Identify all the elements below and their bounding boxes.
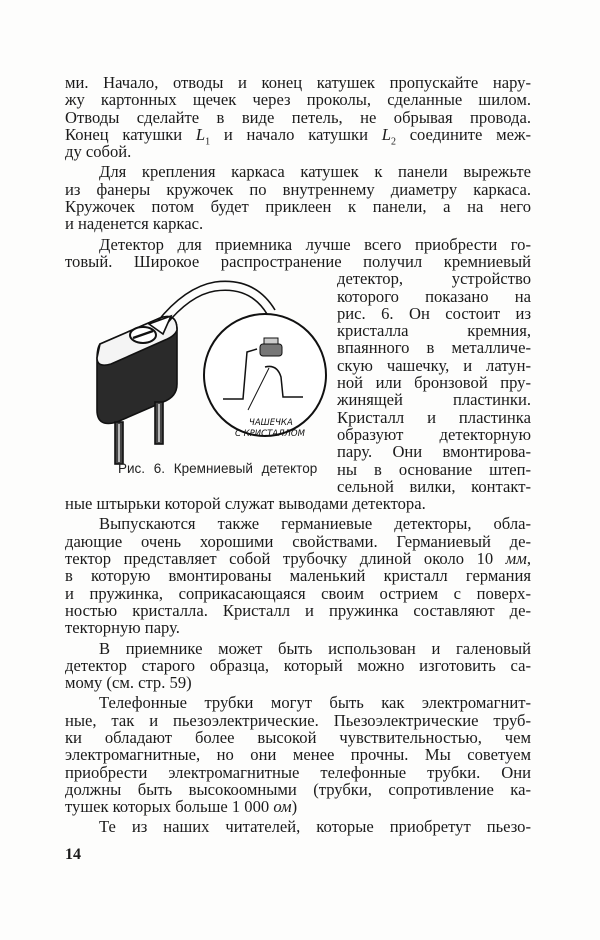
text-line: товый. Широкое распространение получил кремниевый bbox=[65, 251, 531, 271]
subscript: 2 bbox=[390, 136, 396, 148]
text-line bbox=[65, 550, 531, 567]
subscript: 1 bbox=[205, 136, 211, 148]
text-line bbox=[65, 124, 531, 148]
text-line: дающие очень хорошими свойствами. Германиевый де- bbox=[65, 531, 531, 551]
paragraph bbox=[65, 74, 531, 160]
detector-plug-illustration bbox=[97, 317, 177, 465]
text-line: жинящей пластинки. bbox=[337, 390, 531, 410]
text-line: Те из наших читателей, которые приобретут пьезо- bbox=[99, 817, 531, 837]
text-line: ны в основание штеп- bbox=[337, 459, 531, 479]
italic-text: L bbox=[195, 124, 206, 144]
text-line bbox=[65, 798, 531, 815]
text-line: ду собой. bbox=[65, 142, 132, 162]
text-line: и пружинка, соприкасающаяся своим острием с поверх- bbox=[65, 583, 531, 603]
text-line: должны быть высокоомными (трубки, сопротивление ка- bbox=[65, 779, 531, 799]
text-line: Кристалл и пластинка bbox=[337, 407, 531, 427]
text-line: Выпускаются также германиевые детекторы, обла- bbox=[99, 514, 531, 534]
text-line: рис. 6. Он состоит из bbox=[337, 303, 531, 323]
text-line: детектор, устройство bbox=[337, 269, 531, 289]
text-segment: соедините меж- bbox=[395, 124, 531, 144]
figure-caption: Рис. 6. Кремниевый детектор bbox=[118, 461, 318, 476]
text-line: детектор старого образца, который можно изготовить са- bbox=[65, 655, 531, 675]
text-line: ки обладают более высокой чувствительностью, чем bbox=[65, 727, 531, 747]
text-line: которого показано на bbox=[337, 286, 531, 306]
text-segment: и начало катушки bbox=[210, 124, 382, 144]
text-line: Отводы сделайте в виде петель, не обрывая провода. bbox=[65, 107, 531, 127]
figure-label-cup: ЧАШЕЧКА bbox=[249, 418, 293, 428]
text-segment: , bbox=[526, 549, 531, 569]
paragraph bbox=[65, 515, 531, 636]
italic-text: мм bbox=[505, 549, 527, 569]
text-line: Телефонные трубки могут быть как электромагнит- bbox=[99, 693, 531, 713]
text-line: В приемнике может быть использован и галеновый bbox=[99, 638, 531, 658]
text-line: из фанеры кружочек по внутреннему диаметру каркаса. bbox=[65, 179, 531, 199]
paragraph bbox=[65, 694, 531, 815]
text-line: приобрести электромагнитные телефонные трубки. Они bbox=[65, 762, 531, 782]
text-segment: тектор представляет собой трубочку длиной около 10 bbox=[65, 549, 506, 569]
text-line: жу картонных щечек через проколы, сделанные шилом. bbox=[65, 90, 531, 110]
text-line: ные, так и пьезоэлектрические. Пьезоэлектрические труб- bbox=[65, 710, 531, 730]
page-number: 14 bbox=[65, 846, 81, 863]
text-line: и наденется каркас. bbox=[65, 214, 204, 234]
text-line: ностью кристалла. Кристалл и пружинка составляют де- bbox=[65, 600, 531, 620]
text-line: ные штырьки которой служат выводами детектора. bbox=[65, 494, 426, 514]
text-line: сельной вилки, контакт- bbox=[337, 476, 531, 496]
text-line: ной или бронзовой пру- bbox=[337, 373, 531, 393]
italic-text: L bbox=[381, 124, 391, 144]
text-line: образуют детекторную bbox=[337, 424, 531, 444]
text-segment: ) bbox=[291, 797, 298, 817]
text-line: ми. Начало, отводы и конец катушек пропускайте нару- bbox=[65, 73, 531, 92]
text-line: впаянного в металличе- bbox=[337, 338, 531, 358]
text-line: мому (см. стр. 59) bbox=[65, 673, 192, 693]
figure-label-crystal: С КРИСТАЛЛОМ bbox=[235, 429, 305, 439]
text-line: Кружочек потом будет приклеен к панели, а на него bbox=[65, 197, 531, 217]
text-line: скую чашечку, и латун- bbox=[337, 355, 531, 375]
text-segment: тушек которых больше 1 000 bbox=[65, 797, 274, 817]
text-line: текторную пару. bbox=[65, 618, 180, 638]
paragraph bbox=[65, 818, 531, 835]
text-line: в которую вмонтированы маленький кристалл германия bbox=[65, 566, 531, 586]
italic-text: ом bbox=[273, 797, 292, 817]
text-line: электромагнитные, но они менее прочны. Мы советуем bbox=[65, 745, 531, 765]
text-line: кристалла кремния, bbox=[337, 321, 531, 341]
magnified-detail-circle bbox=[204, 314, 326, 439]
figure-silicon-detector bbox=[85, 272, 330, 482]
text-line: Для крепления каркаса катушек к панели вырежьте bbox=[99, 162, 531, 182]
paragraph bbox=[65, 163, 531, 232]
text-line: Детектор для приемника лучше всего приобрести го- bbox=[99, 234, 531, 254]
paragraph bbox=[65, 640, 531, 692]
text-line: пару. Они вмонтирова- bbox=[337, 442, 531, 462]
text-segment: Конец катушки bbox=[65, 124, 196, 144]
